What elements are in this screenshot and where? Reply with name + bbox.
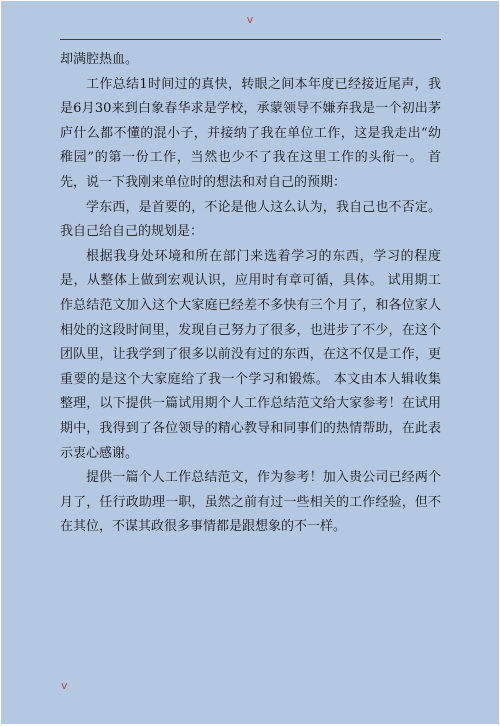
body-text — [60, 48, 441, 540]
header-rule — [60, 39, 441, 40]
header-mark: v — [246, 13, 254, 26]
paragraph-3: 学东西，是首要的，不论是他人这么认为，我自己也不否定。我自己给自己的规划是： — [60, 199, 441, 240]
paragraph-5: 提供一篇个人工作总结范文，作为参考！加入贵公司已经两个月了，任行政助理一职，虽然之前有过一些相关的工作经验，但不在其位，不谋其政很多事情都是跟想象的不一样。 — [60, 470, 441, 535]
paragraph-1: 却满腔热血。 — [60, 52, 139, 67]
document-page — [1, 1, 499, 724]
paragraph-4: 根据我身处环境和所在部门来选着学习的东西，学习的程度是，从整体上做到宏观认识，应用时有章可循，具体。 试用期工作总结范文加入这个大家庭已经差不多快有三个月了，和各位家人相处的这段时间里，发现自己努力了很多，也进步了不少，在这个团队里，让我学到了很多以前没有过的东西，在这不仅是工作，更重要的是这个大家庭给了我一个学习和锻炼。 本文由本人辑收集整理，以下提供一篇试用期个人工作总结范文给大家参考！在试用期中，我得到了各位领导的精心教导和同事们的热情帮助，在此表示衷心感谢。 — [60, 248, 441, 461]
paragraph-2: 工作总结1时间过的真快，转眼之间本年度已经接近尾声，我是6月30来到白象春华求是学校，承蒙领导不嫌弃我是一个初出茅庐什么都不懂的混小子，并接纳了我在单位工作，这是我走出“幼稚园”的第一份工作，当然也少不了我在这里工作的头衔一。 首先，说一下我刚来单位时的想法和对自己的预期： — [60, 76, 441, 190]
footer-mark: v — [61, 679, 68, 692]
